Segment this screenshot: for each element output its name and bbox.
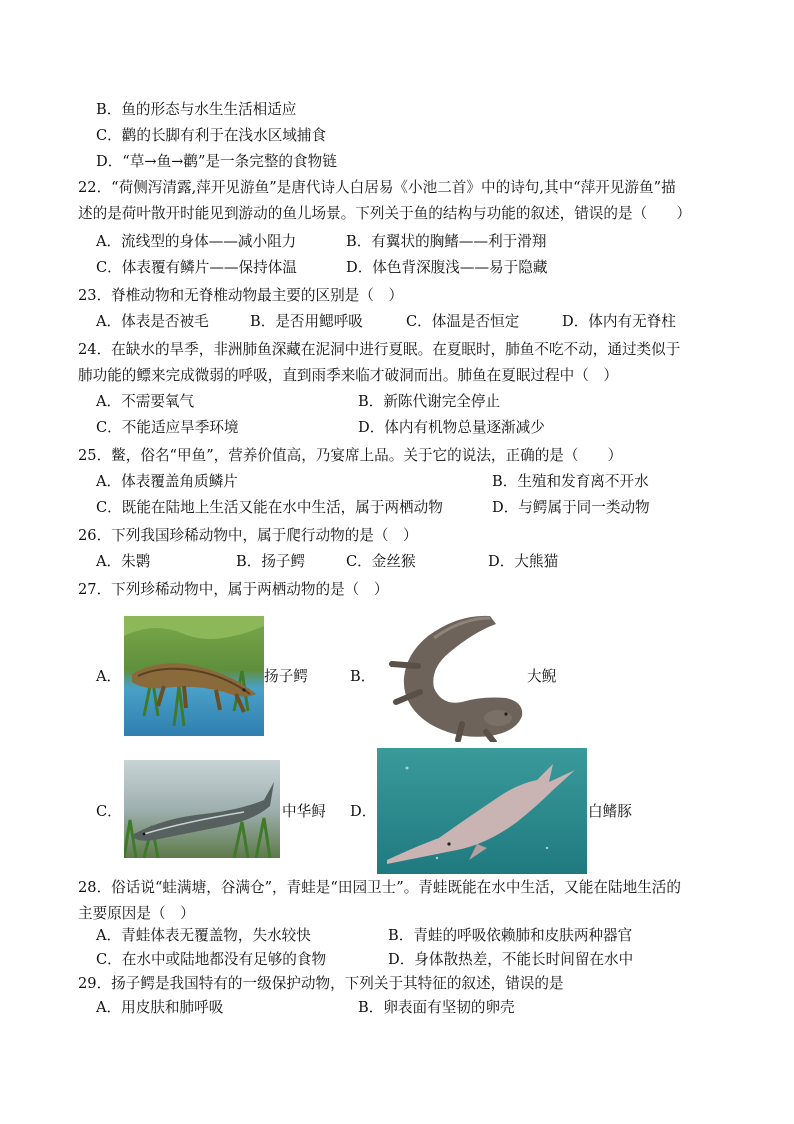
q22-option-c: C．体表覆有鳞片——保持体温 — [96, 259, 297, 276]
q27-option-b-letter: B． — [350, 668, 376, 685]
q23-option-a: A．体表是否被毛 — [96, 313, 209, 330]
q28-option-d: D．身体散热差，不能长时间留在水中 — [388, 951, 634, 968]
q25-option-d: D．与鳄属于同一类动物 — [492, 499, 650, 516]
q25-option-a: A．体表覆盖角质鳞片 — [96, 473, 238, 490]
q28-option-c: C．在水中或陆地都没有足够的食物 — [96, 951, 327, 968]
q23-option-b: B．是否用鳃呼吸 — [250, 313, 363, 330]
q26-option-a: A．朱鹮 — [96, 553, 151, 570]
q29-option-b: B．卵表面有坚韧的卵壳 — [358, 999, 515, 1016]
giant-salamander-image — [378, 606, 526, 742]
q25-option-c: C．既能在陆地上生活又能在水中生活，属于两栖动物 — [96, 499, 443, 516]
q22-option-b: B．有翼状的胸鳍——利于滑翔 — [346, 233, 547, 250]
q27-option-c-name: 中华鲟 — [282, 803, 326, 820]
q23-stem: 23．脊椎动物和无脊椎动物最主要的区别是（ ） — [78, 287, 404, 304]
q27-option-a-letter: A． — [96, 668, 122, 685]
q26-stem: 26．下列我国珍稀动物中，属于爬行动物的是（ ） — [78, 527, 418, 544]
q27-option-b-name: 大鲵 — [527, 668, 557, 685]
q24-option-d: D．体内有机物总量逐渐减少 — [358, 419, 545, 436]
q29-option-a: A．用皮肤和肺呼吸 — [96, 999, 224, 1016]
q25-option-b: B．生殖和发育离不开水 — [492, 473, 649, 490]
q22-option-a: A．流线型的身体——减小阻力 — [96, 233, 297, 250]
q29-stem: 29．扬子鳄是我国特有的一级保护动物，下列关于其特征的叙述，错误的是 — [78, 975, 564, 992]
q24-option-c: C．不能适应旱季环境 — [96, 419, 239, 436]
q22-option-d: D．体色背深腹浅——易于隐藏 — [346, 259, 548, 276]
q28-option-b: B．青蛙的呼吸依赖肺和皮肤两种器官 — [388, 927, 633, 944]
q21-option-d: D．“草→鱼→鹳”是一条完整的食物链 — [96, 153, 337, 170]
q26-option-b: B．扬子鳄 — [236, 553, 306, 570]
q27-option-a-name: 扬子鳄 — [264, 668, 308, 685]
q22-stem-line2: 述的是荷叶散开时能见到游动的鱼儿场景。下列关于鱼的结构与功能的叙述，错误的是（ ） — [78, 205, 691, 222]
q21-option-c: C．鹳的长脚有利于在浅水区域捕食 — [96, 127, 327, 144]
chinese-alligator-image — [124, 616, 264, 736]
q24-stem-line1: 24．在缺水的旱季，非洲肺鱼深藏在泥洞中进行夏眠。在夏眠时，肺鱼不吃不动，通过类似于 — [78, 341, 681, 358]
chinese-sturgeon-image — [124, 760, 280, 858]
q27-option-c-letter: C． — [96, 803, 122, 820]
q24-stem-line2: 肺功能的鳔来完成微弱的呼吸，直到雨季来临才破洞而出。肺鱼在夏眠过程中（ ） — [78, 367, 618, 384]
q27-option-d-letter: D． — [350, 803, 377, 820]
q25-stem: 25．鳖，俗名“甲鱼”，营养价值高，乃宴席上品。关于它的说法，正确的是（ ） — [78, 447, 623, 464]
q24-option-a: A．不需要氧气 — [96, 393, 195, 410]
q23-option-d: D．体内有无脊柱 — [562, 313, 676, 330]
q21-option-b: B．鱼的形态与水生生活相适应 — [96, 101, 297, 118]
q26-option-c: C．金丝猴 — [346, 553, 416, 570]
q28-stem-line2: 主要原因是（ ） — [78, 905, 195, 922]
q24-option-b: B．新陈代谢完全停止 — [358, 393, 501, 410]
q27-option-d-name: 白鳍豚 — [588, 803, 632, 820]
q27-stem: 27．下列珍稀动物中，属于两栖动物的是（ ） — [78, 581, 389, 598]
q28-stem-line1: 28．俗话说“蛙满塘，谷满仓”，青蛙是“田园卫士”。青蛙既能在水中生活，又能在陆地生活的 — [78, 879, 681, 896]
q22-stem-line1: 22．“荷侧泻清露,萍开见游鱼”是唐代诗人白居易《小池二首》中的诗句,其中“萍开见游鱼”描 — [78, 179, 676, 196]
q26-option-d: D．大熊猫 — [488, 553, 559, 570]
baiji-dolphin-image — [377, 748, 587, 874]
q28-option-a: A．青蛙体表无覆盖物，失水较快 — [96, 927, 311, 944]
q23-option-c: C．体温是否恒定 — [406, 313, 520, 330]
